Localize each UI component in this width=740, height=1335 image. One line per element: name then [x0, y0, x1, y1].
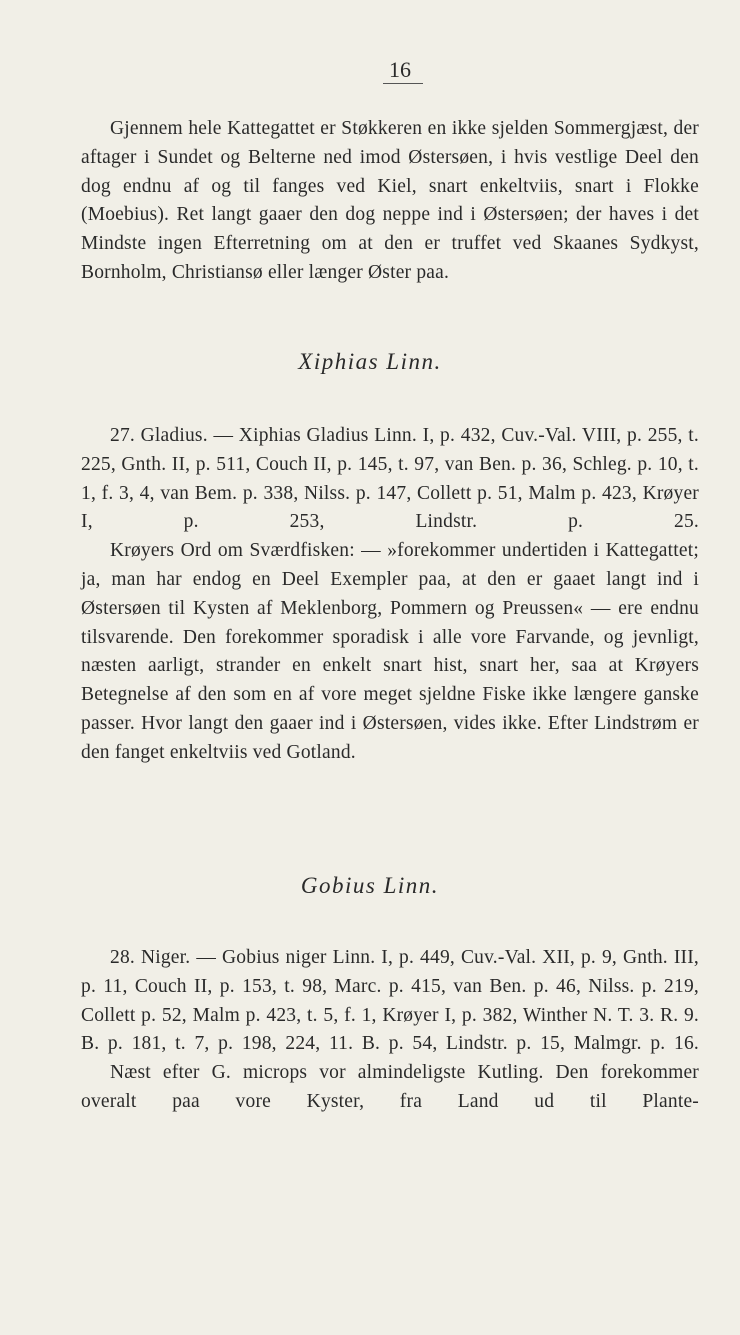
intro-paragraph-block: [81, 115, 699, 288]
gobius-text: Næst efter G. microps vor almindeligste Kutling. Den forekommer overalt paa vore Kyster, fra Land ud til Plante-: [81, 1062, 699, 1112]
gobius-synonymy: 28. Niger. — Gobius niger Linn. I, p. 449, Cuv.-Val. XII, p. 9, Gnth. III, p. 11, Couch II, p. 153, t. 98, Marc. p. 415, van Ben. p. 46, Nilss. p. 219, Collett p. 52, Malm p. 423, t. 5, f. 1, Krøyer I, p. 382, Winther N. T. 3. R. 9. B. p. 181, t. 7, p. 198, 224, 11. B. p. 54, Lindstr. p. 15, Malmgr. p. 16.: [81, 947, 699, 1055]
xiphias-text: Krøyers Ord om Sværdfisken: — »forekommer undertiden i Kattegattet; ja, man har endog en Deel Exempler paa, at den er gaaet langt ind i Østersøen til Kysten af Meklenborg, Pommern og Preussen« — ere endnu tilsvarende. Den forekommer sporadisk i alle vore Farvande, og jevnligt, næsten aarligt, strander en enkelt snart hist, snart her, saa at Krøyers Betegnelse af den som en af vore meget sjeldne Fiske ikke længere ganske passer. Hvor langt den gaaer ind i Østersøen, vides ikke. Efter Lindstrøm er den fanget enkeltviis ved Gotland.: [81, 540, 699, 763]
section-gobius-body: [81, 944, 699, 1117]
section-heading-gobius: Gobius Linn.: [300, 873, 440, 898]
section-heading-xiphias: Xiphias Linn.: [298, 349, 442, 374]
xiphias-synonymy: 27. Gladius. — Xiphias Gladius Linn. I, p. 432, Cuv.-Val. VIII, p. 255, t. 225, Gnth. II, p. 511, Couch II, p. 145, t. 97, van Ben. p. 36, Schleg. p. 10, t. 1, f. 3, 4, van Bem. p. 338, Nilss. p. 147, Collett p. 51, Malm p. 423, Krøyer I, p. 253, Lindstr. p. 25.: [81, 425, 699, 533]
section-xiphias-body: [81, 422, 699, 768]
page-number: 16: [383, 57, 423, 84]
intro-paragraph: Gjennem hele Kattegattet er Støkkeren en ikke sjelden Sommergjæst, der aftager i Sundet og Belterne ned imod Østersøen, i hvis vestlige Deel den dog endnu af og til fanges ved Kiel, snart enkeltviis, snart i Flokke (Moebius). Ret langt gaaer den dog neppe ind i Østersøen; der haves i det Mindste ingen Efterretning om at den er truffet ved Skaanes Sydkyst, Bornholm, Christiansø eller længer Øster paa.: [81, 118, 699, 283]
